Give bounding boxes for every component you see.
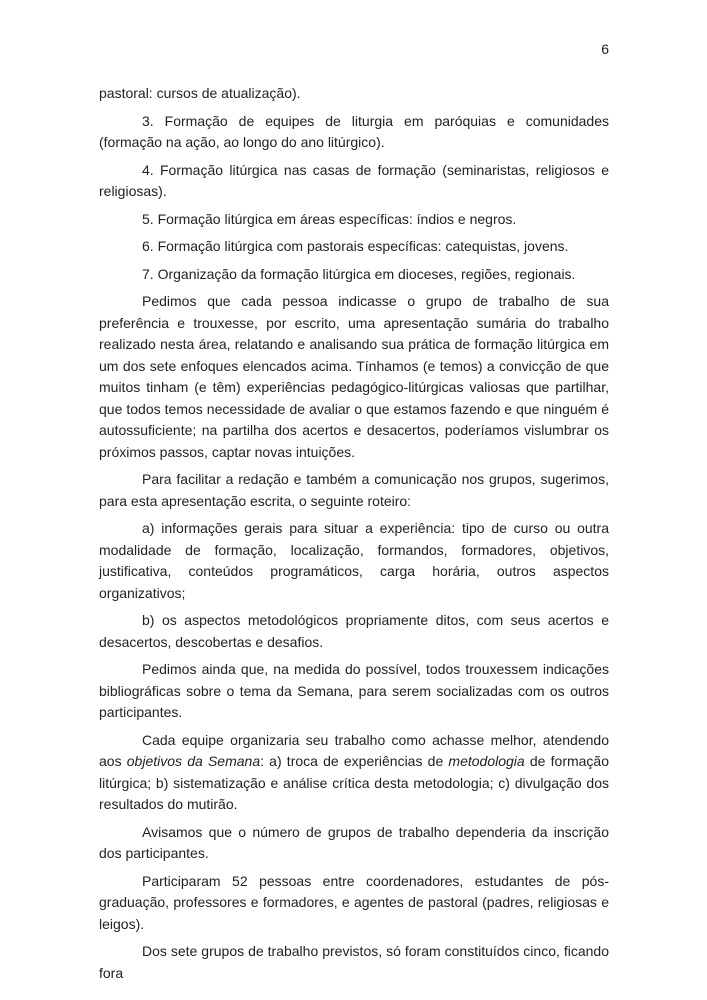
paragraph: [99, 111, 609, 154]
paragraph: [99, 291, 609, 463]
page-number: 6: [601, 41, 609, 57]
document-body: [99, 83, 609, 990]
paragraph: [99, 236, 609, 258]
paragraph: [99, 264, 609, 286]
paragraph: [99, 659, 609, 724]
italic-text-run: objetivos da Semana: [126, 753, 261, 769]
paragraph: [99, 469, 609, 512]
paragraph: [99, 941, 609, 984]
paragraph: [99, 518, 609, 604]
paragraph: [99, 83, 609, 105]
paragraph: [99, 610, 609, 653]
text-run: pastoral: cursos de atualização).: [99, 85, 301, 101]
text-run: : a) troca de experiências de: [260, 753, 449, 769]
text-run: Cada equipe organizaria seu trabalho como achasse melhor, atendendo aos: [99, 731, 609, 769]
text-run: 5. Formação litúrgica em áreas específicas: índios e negros.: [142, 210, 517, 227]
text-run: Dos sete grupos de trabalho previstos, só foram constituídos cinco, ficando fora: [99, 943, 609, 981]
text-run: b) os aspectos metodológicos propriamente ditos, com seus acertos e desacertos, descobertas e desafios.: [99, 612, 609, 650]
text-run: a) informações gerais para situar a experiência: tipo de curso ou outra modalidade de formação, localização, formandos, formadores, objetivos, justificativa, conteúdos programáticos, carga horária, outros aspectos organizativos;: [99, 520, 609, 601]
text-run: de formação litúrgica; b) sistematização e análise crítica desta metodologia; c) divulgação dos resultados do mutirão.: [99, 753, 609, 812]
text-run: 6. Formação litúrgica com pastorais específicas: catequistas, jovens.: [142, 238, 569, 254]
text-run: Pedimos ainda que, na medida do possível, todos trouxessem indicações bibliográficas sobre o tema da Semana, para serem socializadas com os outros participantes.: [99, 661, 609, 720]
text-run: Participaram 52 pessoas entre coordenadores, estudantes de pós-graduação, professores e formadores, e agentes de pastoral (padres, religiosas e leigos).: [99, 872, 609, 932]
paragraph: [99, 160, 609, 203]
paragraph: [99, 209, 609, 231]
paragraph: [99, 730, 609, 816]
paragraph: [99, 871, 609, 936]
paragraph: [99, 822, 609, 865]
text-run: 7. Organização da formação litúrgica em dioceses, regiões, regionais.: [142, 265, 576, 282]
text-run: Avisamos que o número de grupos de trabalho dependeria da inscrição dos participantes.: [99, 823, 609, 861]
text-run: Pedimos que cada pessoa indicasse o grupo de trabalho de sua preferência e trouxesse, por escrito, uma apresentação sumária do trabalho realizado nesta área, relatando e analisando sua prática de formação litúrgica em um dos sete enfoques elencados acima. Tínhamos (e temos) a convicção de que muitos tinham (e têm) experiências pedagógico-litúrgicas valiosas que partilhar, que todos temos necessidade de avaliar o que estamos fazendo e que ninguém é autossuficiente; na partilha dos acertos e desacertos, poderíamos vislumbrar os próximos passos, captar novas intuições.: [99, 293, 609, 460]
text-run: 4. Formação litúrgica nas casas de formação (seminaristas, religiosos e religiosas).: [99, 161, 609, 199]
text-run: 3. Formação de equipes de liturgia em paróquias e comunidades (formação na ação, ao longo do ano litúrgico).: [99, 112, 609, 150]
italic-text-run: metodologia: [448, 753, 525, 769]
text-run: Para facilitar a redação e também a comunicação nos grupos, sugerimos, para esta apresentação escrita, o seguinte roteiro:: [99, 471, 609, 509]
